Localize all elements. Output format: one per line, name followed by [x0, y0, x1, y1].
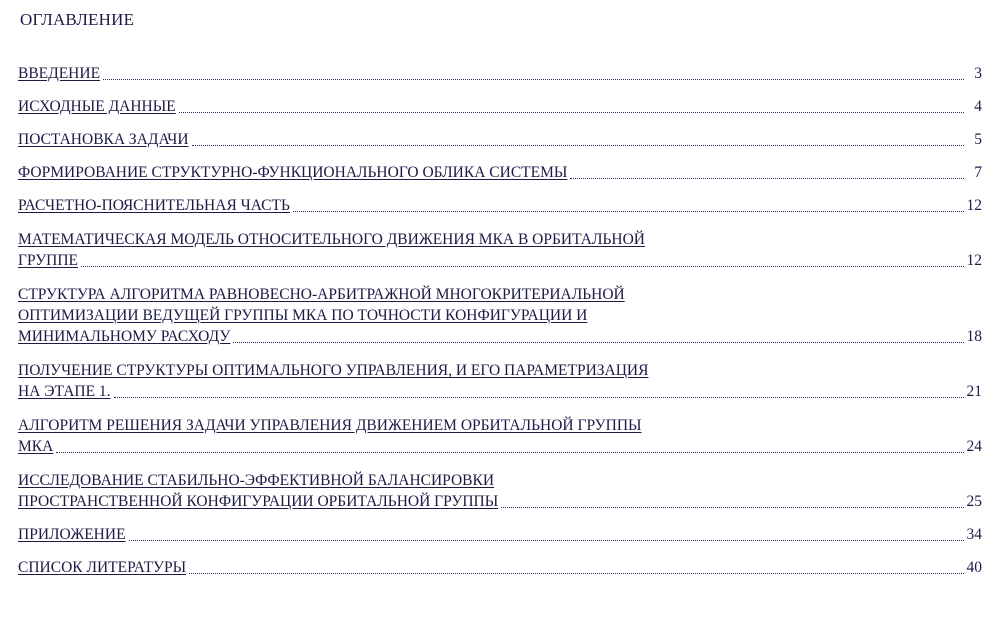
toc-leader-dots [179, 111, 964, 113]
toc-entry-label[interactable]: ПОСТАНОВКА ЗАДАЧИ [18, 131, 189, 148]
toc-entry-label-line[interactable]: СТРУКТУРА АЛГОРИТМА РАВНОВЕСНО-АРБИТРАЖНОЙ МНОГОКРИТЕРИАЛЬНОЙ [18, 286, 625, 303]
toc-entry[interactable] [18, 525, 982, 545]
toc-page-number: 7 [974, 164, 982, 181]
toc-entry[interactable] [18, 130, 982, 150]
toc-leader-dots [293, 210, 964, 212]
toc-entry[interactable] [18, 415, 982, 457]
toc-entry[interactable] [18, 229, 982, 271]
toc-page-number: 5 [974, 131, 982, 148]
toc-entry[interactable] [18, 64, 982, 84]
toc-page-number: 40 [966, 559, 982, 576]
toc-entry-label-line[interactable]: МИНИМАЛЬНОМУ РАСХОДУ [18, 328, 231, 345]
toc-leader-dots [114, 396, 964, 398]
toc-leader-dots [56, 451, 964, 453]
toc-leader-dots [189, 572, 964, 574]
toc-leader-dots [103, 78, 964, 80]
toc-entry-label-line[interactable]: МАТЕМАТИЧЕСКАЯ МОДЕЛЬ ОТНОСИТЕЛЬНОГО ДВИЖЕНИЯ МКА В ОРБИТАЛЬНОЙ [18, 231, 645, 248]
toc-leader-dots [192, 144, 964, 146]
toc-entry-label-line[interactable]: ГРУППЕ [18, 252, 79, 269]
toc-entry-label[interactable]: СПИСОК ЛИТЕРАТУРЫ [18, 559, 187, 576]
toc-entry-label-line[interactable]: ПРОСТРАНСТВЕННОЙ КОНФИГУРАЦИИ ОРБИТАЛЬНОЙ ГРУППЫ [18, 493, 499, 510]
toc-entry[interactable] [18, 284, 982, 347]
toc-entry-label-line[interactable]: МКА [18, 438, 54, 455]
toc-leader-dots [233, 341, 964, 343]
toc-entry-label-line[interactable]: ОПТИМИЗАЦИИ ВЕДУЩЕЙ ГРУППЫ МКА ПО ТОЧНОСТИ КОНФИГУРАЦИИ И [18, 307, 588, 324]
toc-page-number: 4 [974, 98, 982, 115]
toc-page-number: 12 [966, 252, 982, 269]
toc-entry-label-line[interactable]: ИССЛЕДОВАНИЕ СТАБИЛЬНО-ЭФФЕКТИВНОЙ БАЛАНСИРОВКИ [18, 472, 495, 489]
toc-entry[interactable] [18, 470, 982, 512]
toc-leader-dots [81, 265, 964, 267]
toc-entry-label[interactable]: РАСЧЕТНО-ПОЯСНИТЕЛЬНАЯ ЧАСТЬ [18, 197, 290, 214]
toc-entry[interactable] [18, 97, 982, 117]
toc-leader-dots [501, 506, 964, 508]
toc-entry-label[interactable]: ВВЕДЕНИЕ [18, 65, 101, 82]
toc-entry[interactable] [18, 360, 982, 402]
page-title: ОГЛАВЛЕНИЕ [20, 10, 135, 29]
toc-entry-label-line[interactable]: НА ЭТАПЕ 1. [18, 383, 111, 400]
toc-entry-label[interactable]: ИСХОДНЫЕ ДАННЫЕ [18, 98, 176, 115]
toc-page-number: 3 [974, 65, 982, 82]
toc-page-number: 25 [966, 493, 982, 510]
toc-entry[interactable] [18, 163, 982, 183]
toc-leader-dots [570, 177, 964, 179]
table-of-contents [18, 64, 982, 578]
toc-entry[interactable] [18, 196, 982, 216]
toc-page-number: 18 [966, 328, 982, 345]
toc-page-number: 34 [966, 526, 982, 543]
toc-entry-label-line[interactable]: АЛГОРИТМ РЕШЕНИЯ ЗАДАЧИ УПРАВЛЕНИЯ ДВИЖЕНИЕМ ОРБИТАЛЬНОЙ ГРУППЫ [18, 417, 642, 434]
toc-entry-label[interactable]: ФОРМИРОВАНИЕ СТРУКТУРНО-ФУНКЦИОНАЛЬНОГО ОБЛИКА СИСТЕМЫ [18, 164, 568, 181]
toc-entry[interactable] [18, 558, 982, 578]
toc-page-number: 12 [966, 197, 982, 214]
toc-page-number: 21 [966, 383, 982, 400]
toc-entry-label[interactable]: ПРИЛОЖЕНИЕ [18, 526, 126, 543]
toc-page-number: 24 [966, 438, 982, 455]
toc-entry-label-line[interactable]: ПОЛУЧЕНИЕ СТРУКТУРЫ ОПТИМАЛЬНОГО УПРАВЛЕНИЯ, И ЕГО ПАРАМЕТРИЗАЦИЯ [18, 362, 649, 379]
toc-leader-dots [129, 539, 964, 541]
